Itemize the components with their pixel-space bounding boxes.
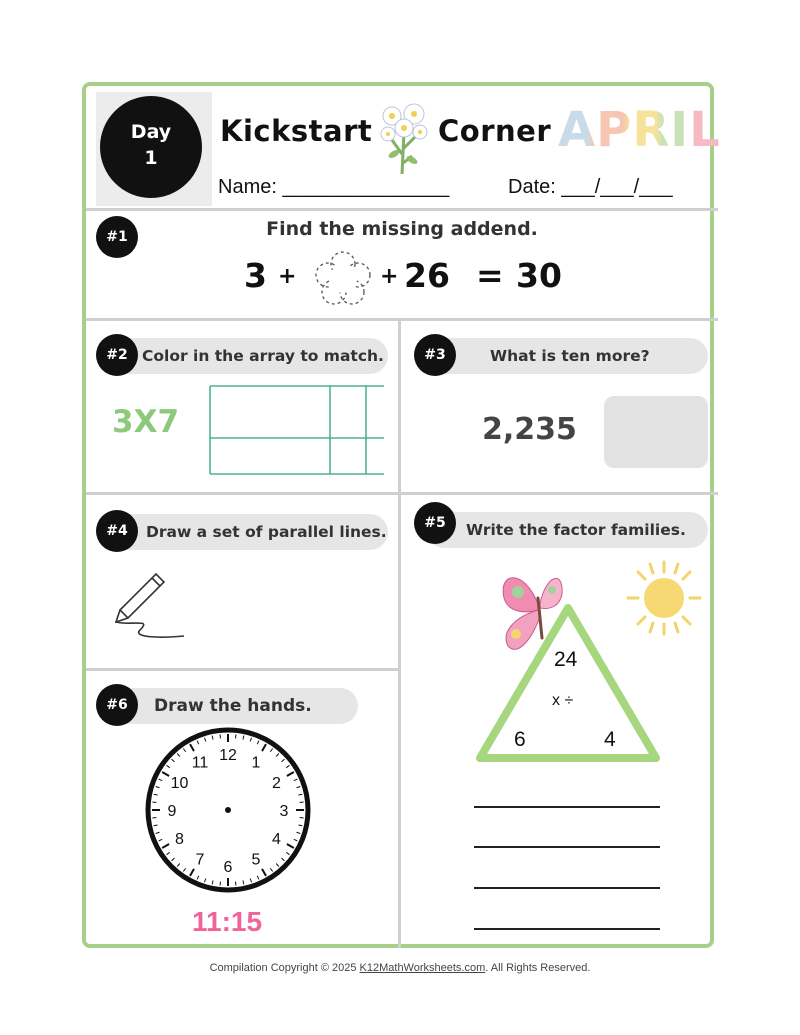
website-link[interactable]: K12MathWorksheets.com	[359, 962, 486, 974]
clock-center-dot	[225, 807, 231, 813]
clock-number: 10	[170, 775, 189, 792]
question-badge-2: #2	[96, 334, 138, 376]
divider	[398, 318, 401, 948]
answer-line-2[interactable]	[474, 846, 660, 848]
q1-equals: =	[476, 256, 504, 295]
clock-number: 5	[251, 851, 261, 869]
copyright-footer	[0, 962, 800, 974]
day-number: 1	[144, 147, 158, 169]
analog-clock[interactable]	[142, 724, 314, 896]
butterfly-icon	[494, 564, 580, 660]
q4-prompt: Draw a set of parallel lines.	[106, 514, 388, 550]
month-title	[558, 102, 721, 158]
question-badge-6: #6	[96, 684, 138, 726]
q1-prompt: Find the missing addend.	[266, 218, 538, 240]
divider	[86, 492, 718, 495]
ten-more-number: 2,235	[482, 412, 577, 447]
title-corner: Corner	[438, 114, 552, 148]
factor-operators: x ÷	[552, 692, 574, 709]
name-field[interactable]: Name: _______________	[218, 176, 450, 198]
q1-term1: 3	[244, 256, 267, 295]
q1-term2: 26	[404, 256, 450, 295]
day-badge	[100, 96, 202, 198]
q2-prompt: Color in the array to match.	[106, 338, 388, 374]
pencil-icon	[112, 566, 192, 646]
ten-more-answer-box[interactable]	[604, 396, 708, 468]
month-text: APRIL	[558, 102, 721, 158]
q1-plus2: +	[380, 264, 399, 289]
clock-number: 8	[175, 831, 184, 848]
array-label: 3X7	[112, 404, 180, 440]
q1-result: 30	[516, 256, 562, 295]
q6-prompt: Draw the hands.	[106, 688, 358, 724]
clock-number: 12	[219, 747, 237, 764]
clock-number: 4	[272, 831, 281, 848]
divider	[86, 318, 718, 321]
q3-prompt: What is ten more?	[426, 338, 708, 374]
clock-number: 9	[167, 803, 177, 820]
clock-number: 2	[272, 775, 281, 792]
clock-number: 7	[195, 851, 205, 869]
date-field[interactable]: Date: ___/___/___	[508, 176, 673, 198]
answer-line-1[interactable]	[474, 806, 660, 808]
copyright-prefix: Compilation Copyright © 2025	[209, 962, 357, 974]
clock-number: 6	[223, 859, 233, 876]
answer-line-4[interactable]	[474, 928, 660, 930]
question-badge-1: #1	[96, 216, 138, 258]
factor-left: 6	[514, 728, 526, 751]
copyright-suffix: . All Rights Reserved.	[485, 962, 591, 974]
clock-number: 3	[279, 803, 289, 820]
factor-top: 24	[554, 648, 578, 671]
array-grid[interactable]	[204, 382, 386, 482]
divider	[86, 668, 400, 671]
flower-bouquet-icon	[372, 94, 436, 178]
digital-time: 11:15	[192, 906, 263, 937]
question-badge-5: #5	[414, 502, 456, 544]
factor-right: 4	[604, 728, 616, 751]
title-kickstart: Kickstart	[220, 114, 373, 148]
answer-line-3[interactable]	[474, 887, 660, 889]
worksheet	[82, 82, 721, 948]
question-badge-4: #4	[96, 510, 138, 552]
clock-number: 11	[191, 754, 209, 772]
missing-addend-flower-outline[interactable]	[312, 248, 374, 306]
q5-prompt: Write the factor families.	[426, 512, 708, 548]
q1-plus1: +	[278, 264, 297, 289]
day-label: Day	[130, 121, 172, 143]
divider	[86, 208, 718, 211]
clock-number: 1	[251, 754, 261, 772]
question-badge-3: #3	[414, 334, 456, 376]
